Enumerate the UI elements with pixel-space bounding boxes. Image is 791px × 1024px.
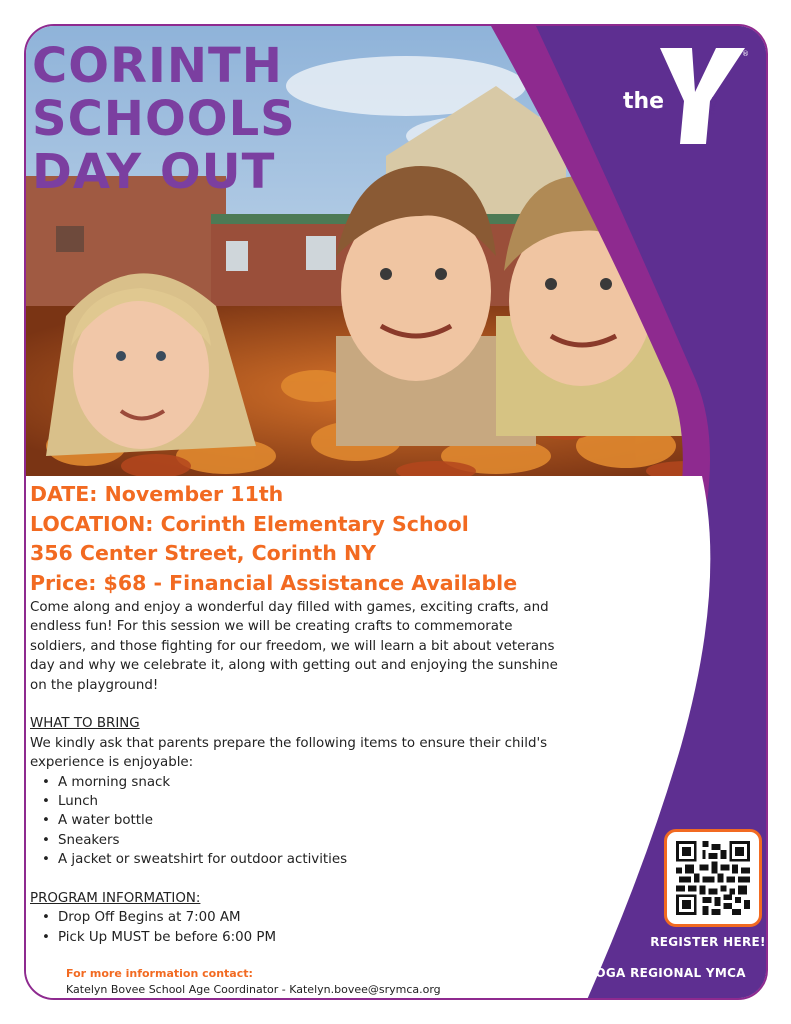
program-info-heading: PROGRAM INFORMATION: [30,891,201,907]
register-qr-code[interactable] [664,829,762,927]
title-line: SCHOOLS [32,91,296,147]
contact-info [66,966,441,998]
what-to-bring-heading: WHAT TO BRING [30,716,140,732]
registered-mark: ® [742,50,749,58]
ymca-logo [620,46,750,146]
event-body [30,598,565,947]
event-details [30,480,517,598]
title-line: CORINTH [32,38,283,94]
logo-the-text: the [623,89,665,114]
event-description: Come along and enjoy a wonderful day filled with games, exciting crafts, and endless fun! For this session we will be creating crafts to commemorate soldiers, and those fighting for our freedom, we will learn a bit about veterans day and why we celebrate it, along with getting out and enjoying the sunshine on the playground! [30,600,558,693]
title-line: DAY OUT [32,144,276,200]
list-item: • Sneakers [30,831,565,850]
qr-code-icon [676,841,750,915]
event-address: 356 Center Street, Corinth NY [30,541,377,565]
event-price: Price: $68 - Financial Assistance Available [30,570,518,595]
event-location: LOCATION: Corinth Elementary School [30,511,469,536]
what-to-bring-list [30,773,565,870]
logo-ymca-text: YMCA [708,95,720,117]
list-item: • Lunch [30,792,565,811]
flyer [24,24,768,1000]
register-here-link[interactable]: REGISTER HERE! [650,935,766,949]
event-title [32,40,296,199]
event-date: DATE: November 11th [30,482,284,506]
list-item: • Drop Off Begins at 7:00 AM [30,908,565,927]
list-item: • Pick Up MUST be before 6:00 PM [30,928,565,947]
list-item: • A morning snack [30,773,565,792]
organization-name: SARATOGA REGIONAL YMCA [550,966,746,980]
list-item: • A water bottle [30,811,565,830]
program-info-list [30,908,565,947]
contact-line: Katelyn Bovee School Age Coordinator - Katelyn.bovee@srymca.org [66,983,441,996]
contact-label: For more information contact: [66,967,253,980]
list-item: • A jacket or sweatshirt for outdoor activities [30,850,565,869]
what-to-bring-intro: We kindly ask that parents prepare the following items to ensure their child's experience is enjoyable: [30,735,548,771]
